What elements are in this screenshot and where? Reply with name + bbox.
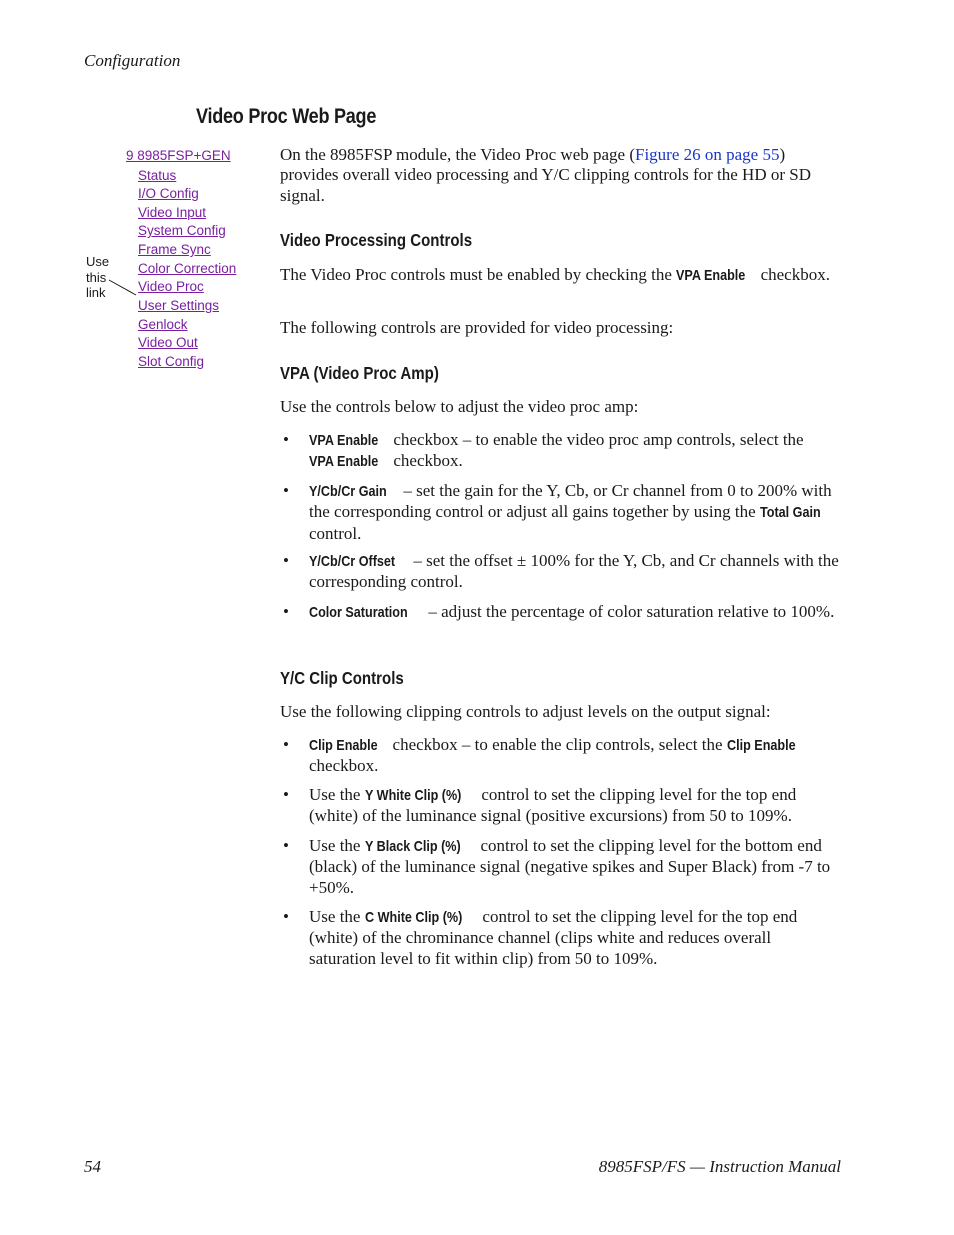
bullet-text: checkbox – to enable the clip controls, select the: [388, 735, 727, 754]
nav-item-genlock[interactable]: Genlock: [138, 317, 188, 332]
running-header: Configuration: [84, 51, 181, 70]
bullet-text: – adjust the percentage of color saturation relative to 100%.: [424, 602, 835, 621]
callout-label: [86, 254, 109, 301]
section-heading-yc-clip: Y/C Clip Controls: [280, 668, 404, 688]
bullet-text: control to set the clipping level for the top end (white) of the chrominance channel (clips white and reduces overall saturation level to fit within clip) from 50 to 109%.: [309, 907, 798, 968]
intro-text: On the 8985FSP module, the Video Proc web page (: [280, 145, 635, 164]
bullet-item: • Use the C White Clip (%) control to set the clipping level for the top end (white) of the chrominance channel (clips white and reduces overall saturation level to fit within clip) from 50 to 109%.: [283, 907, 798, 968]
bullet-item: • Clip Enable checkbox – to enable the clip controls, select the Clip Enable checkbox.: [283, 735, 796, 776]
callout-word: link: [86, 285, 106, 300]
bullet-text: control to set the clipping level for the top end (white) of the luminance signal (positive excursions) from 50 to 109%.: [309, 785, 797, 826]
control-name: VPA Enable: [309, 453, 379, 471]
intro-paragraph: [280, 145, 840, 206]
nav-item-io-config[interactable]: I/O Config: [138, 186, 199, 201]
nav-item-video-proc[interactable]: Video Proc: [138, 279, 204, 294]
bullet-item: • Use the Y Black Clip (%) control to set the clipping level for the bottom end (black) of the luminance signal (negative spikes and Super Black) from -7 to +50%.: [283, 836, 831, 897]
page-title: Video Proc Web Page: [196, 105, 377, 128]
bullet-text: checkbox.: [309, 756, 379, 776]
callout-word: Use: [86, 254, 110, 269]
control-name: Y White Clip (%): [364, 787, 462, 804]
paragraph: Use the controls below to adjust the video proc amp:: [280, 397, 639, 416]
bullet-text: checkbox – to enable the video proc amp controls, select the: [389, 430, 804, 449]
nav-item-system-config[interactable]: System Config: [138, 223, 226, 238]
nav-item-color-correction[interactable]: Color Correction: [138, 261, 237, 276]
control-name: C White Clip (%): [364, 909, 463, 926]
bullet-item: • Use the Y White Clip (%) control to set the clipping level for the top end (white) of the luminance signal (positive excursions) from 50 to 109%.: [283, 785, 797, 826]
paragraph-text: checkbox.: [756, 265, 830, 284]
paragraph: Use the following clipping controls to adjust levels on the output signal:: [280, 702, 771, 721]
callout-word: this: [86, 269, 107, 285]
nav-item-status[interactable]: Status: [138, 168, 177, 183]
control-name: Y Black Clip (%): [364, 838, 461, 855]
bullet-item: • Y/Cb/Cr Offset – set the offset ± 100% for the Y, Cb, and Cr channels with the corresponding control.: [283, 551, 839, 592]
bullet-text: – set the gain for the Y, Cb, or Cr channel from 0 to 200% with the corresponding control or adjust all gains together by using the: [309, 481, 832, 522]
paragraph-text: The Video Proc controls must be enabled by checking the: [280, 265, 677, 284]
callout-leader-line: [108, 278, 138, 298]
control-name: Y/Cb/Cr Offset: [309, 553, 396, 570]
section-heading-video-processing: Video Processing Controls: [280, 230, 473, 250]
manual-title: 8985FSP/FS — Instruction Manual: [598, 1157, 841, 1176]
nav-item-user-settings[interactable]: User Settings: [138, 298, 220, 313]
bullet-text: control.: [309, 523, 362, 543]
control-name: VPA Enable: [309, 432, 379, 449]
nav-item-video-input[interactable]: Video Input: [138, 205, 207, 220]
bullet-text: – set the offset ± 100% for the Y, Cb, and Cr channels with the corresponding control.: [309, 551, 839, 592]
control-name: Color Saturation: [309, 604, 408, 621]
bullet-text: checkbox.: [389, 451, 463, 471]
nav-item-slot-config[interactable]: Slot Config: [138, 354, 205, 369]
paragraph: [280, 265, 840, 286]
section-heading-vpa: VPA (Video Proc Amp): [280, 363, 439, 383]
nav-item-video-out[interactable]: Video Out: [138, 335, 198, 350]
figure-xref-link[interactable]: Figure 26 on page 55: [635, 145, 780, 164]
nav-item-frame-sync[interactable]: Frame Sync: [138, 242, 211, 257]
intro-text: ) provides overall video processing and Y/C clipping controls for the HD or SD signal.: [280, 145, 811, 205]
bullet-text: Use the: [309, 836, 365, 855]
nav-item-module[interactable]: 9 8985FSP+GEN: [126, 148, 231, 163]
paragraph: The following controls are provided for video processing:: [280, 318, 674, 337]
control-name: Clip Enable: [309, 737, 378, 754]
control-name: Y/Cb/Cr Gain: [309, 483, 387, 500]
bullet-text: Use the: [309, 907, 365, 926]
control-name: Clip Enable: [726, 737, 796, 754]
control-name: VPA Enable: [676, 267, 746, 284]
bullet-text: control to set the clipping level for the bottom end (black) of the luminance signal (negative spikes and Super Black) from -7 to +50%.: [309, 836, 831, 897]
control-name: Total Gain: [759, 504, 821, 522]
bullet-item: • VPA Enable checkbox – to enable the video proc amp controls, select the VPA Enable checkbox.: [280, 430, 840, 473]
page-number: 54: [84, 1157, 101, 1176]
bullet-text: Use the: [309, 785, 365, 804]
bullet-item: • Y/Cb/Cr Gain – set the gain for the Y, Cb, or Cr channel from 0 to 200% with the corresponding control or adjust all gains together by using the Total Gain control.: [283, 481, 832, 543]
bullet-item: • Color Saturation – adjust the percentage of color saturation relative to 100%.: [280, 602, 840, 623]
